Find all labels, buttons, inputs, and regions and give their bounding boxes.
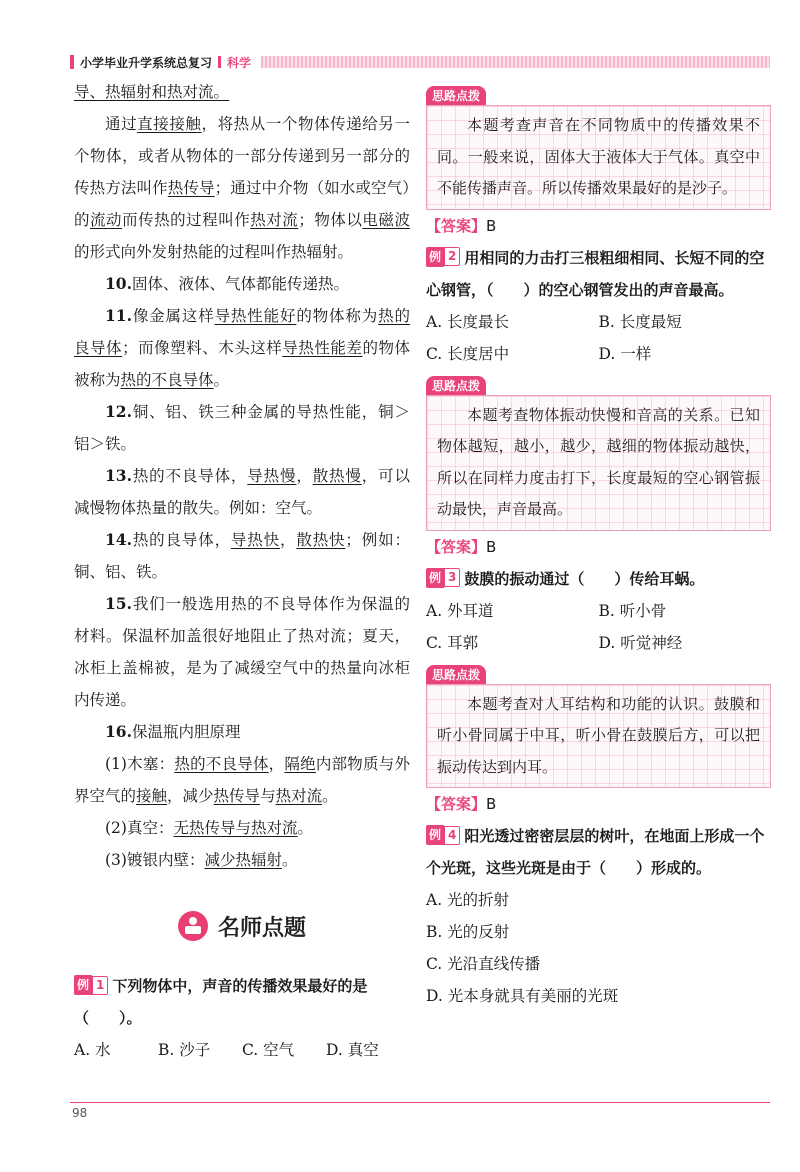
example-1-question: 例 1 下列物体中，声音的传播效果最好的是（ ）。 [74, 977, 368, 1027]
item-16-3: (3)镀银内壁：减少热辐射。 [105, 851, 298, 869]
option-b: B. 光的反射 [426, 923, 510, 941]
example-2-question: 例 2 用相同的力击打三根粗细相同、长短不同的空心钢管，（ ）的空心钢管发出的声音最高。 [426, 248, 765, 299]
page-header [70, 52, 770, 72]
section-title [74, 904, 410, 948]
option-d: D. 真空 [326, 1041, 379, 1059]
option-c: C. 空气 [242, 1041, 295, 1059]
example-1-options [74, 1034, 410, 1066]
hint-label: 思路点拨 [426, 665, 486, 684]
paragraph-continued: 导、热辐射和热对流。 [74, 83, 230, 101]
item-15: 15.我们一般选用热的不良导体作为保温的材料。保温杯加盖很好地阻止了热对流；夏天，冰柜上盖棉被，是为了减缓空气中的热量向冰柜内传递。 [74, 594, 410, 709]
item-12: 12.铜、铝、铁三种金属的导热性能，铜＞铝＞铁。 [74, 402, 410, 453]
option-d: D. 光本身就具有美丽的光斑 [426, 987, 619, 1005]
example-3-options [426, 595, 771, 659]
example-4-question: 例 4 阳光透过密密层层的树叶，在地面上形成一个个光斑，这些光斑是由于（ ）形成的。 [426, 827, 765, 877]
hint-box-1 [426, 105, 771, 210]
footer-divider [70, 1102, 770, 1103]
example-tag: 例 2 [426, 247, 460, 267]
section-title-text: 名师点题 [217, 915, 306, 941]
teacher-icon [178, 911, 208, 941]
header-stripe [261, 56, 770, 68]
item-16: 16.保温瓶内胆原理 [105, 722, 241, 741]
option-c: C. 耳郭 [426, 633, 479, 652]
example-tag: 例 3 [426, 568, 460, 588]
book-title: 小学毕业升学系统总复习 [80, 55, 213, 70]
option-c: C. 长度居中 [426, 344, 510, 363]
option-d: D. 听觉神经 [598, 633, 683, 652]
item-16-2: (2)真空：无热传导与热对流。 [105, 819, 313, 837]
item-13: 13.热的不良导体，导热慢，散热慢，可以减慢物体热量的散失。例如：空气。 [74, 466, 410, 517]
left-column [74, 76, 410, 1066]
example-2-options [426, 306, 771, 370]
hint-label: 思路点拨 [426, 376, 486, 395]
right-column [426, 86, 771, 1012]
hint-text: 本题考查物体振动快慢和音高的关系。已知物体越短，越小，越少，越细的物体振动越快，所以在同样力度击打下，长度最短的空心钢管振动最快，声音最高。 [437, 405, 760, 518]
example-tag: 例 4 [426, 825, 460, 845]
hint-text: 本题考查声音在不同物质中的传播效果不同。一般来说，固体大于液体大于气体。真空中不能传播声音。所以传播效果最好的是沙子。 [437, 116, 760, 197]
example-3-question: 例 3 鼓膜的振动通过（ ）传给耳蜗。 [426, 563, 771, 595]
hint-box-3 [426, 684, 771, 789]
example-4-options [426, 884, 771, 1012]
hint-box-2 [426, 395, 771, 531]
item-14: 14.热的良导体，导热快，散热快；例如：铜、铝、铁。 [74, 530, 410, 581]
item-10: 10.固体、液体、气体都能传递热。 [105, 274, 349, 293]
option-d: D. 一样 [598, 344, 652, 363]
option-a: A. 水 [74, 1041, 111, 1059]
item-16-1: (1)木塞：热的不良导体，隔绝内部物质与外界空气的接触，减少热传导与热对流。 [74, 755, 410, 805]
option-b: B. 长度最短 [598, 312, 682, 331]
answer-1: 【答案】B [426, 216, 497, 235]
answer-2: 【答案】B [426, 537, 497, 556]
hint-label: 思路点拨 [426, 86, 486, 105]
example-tag: 例 1 [74, 975, 108, 995]
hint-text: 本题考查对人耳结构和功能的认识。鼓膜和听小骨同属于中耳，听小骨在鼓膜后方，可以把振动传达到内耳。 [437, 694, 760, 776]
option-b: B. 沙子 [158, 1041, 211, 1059]
header-separator [218, 56, 221, 68]
answer-3: 【答案】B [426, 795, 497, 813]
header-bar [70, 55, 74, 69]
option-c: C. 光沿直线传播 [426, 955, 541, 973]
option-b: B. 听小骨 [598, 601, 667, 620]
page-number: 98 [72, 1106, 88, 1120]
subject-label: 科学 [227, 55, 252, 70]
option-a: A. 光的折射 [426, 891, 510, 909]
option-a: A. 外耳道 [426, 601, 494, 620]
option-a: A. 长度最长 [426, 312, 510, 331]
paragraph-heat-transfer: 通过直接接触，将热从一个物体传递给另一个物体，或者从物体的一部分传递到另一部分的传热方法叫作热传导；通过中介物（如水或空气）的流动而传热的过程叫作热对流；物体以电磁波的形式向外发射热能的过程叫作热辐射。 [74, 115, 410, 261]
item-11: 11.像金属这样导热性能好的物体称为热的良导体；而像塑料、木头这样导热性能差的物体被称为热的不良导体。 [74, 306, 410, 389]
